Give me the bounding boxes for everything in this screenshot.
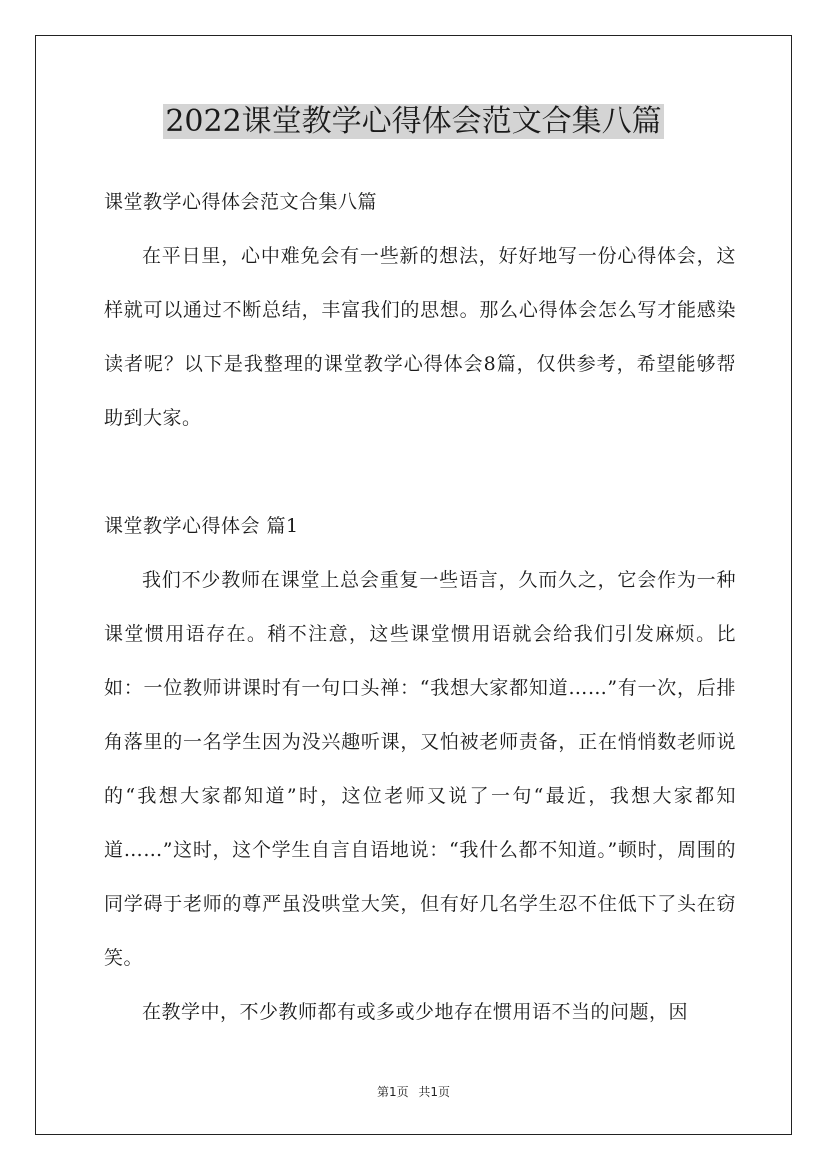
document-title-text: 2022课堂教学心得体会范文合集八篇 bbox=[165, 104, 662, 139]
page-total: 共1页 bbox=[418, 1085, 451, 1099]
document-title bbox=[0, 100, 827, 144]
document-body bbox=[104, 175, 736, 1039]
page-number: 第1页 bbox=[376, 1085, 409, 1099]
body-paragraph-1: 我们不少教师在课堂上总会重复一些语言，久而久之，它会作为一种课堂惯用语存在。稍不注意，这些课堂惯用语就会给我们引发麻烦。比如：一位教师讲课时有一句口头禅：“我想大家都知道……”有一次，后排角落里的一名学生因为没兴趣听课，又怕被老师责备，正在悄悄数老师说的“我想大家都知道”时，这位老师又说了一句“最近，我想大家都知道……”这时，这个学生自言自语地说：“我什么都不知道。”顿时，周围的同学碍于老师的尊严虽没哄堂大笑，但有好几名学生忍不住低下了头在窃笑。 bbox=[104, 569, 736, 969]
intro-paragraph: 在平日里，心中难免会有一些新的想法，好好地写一份心得体会，这样就可以通过不断总结，丰富我们的思想。那么心得体会怎么写才能感染读者呢？以下是我整理的课堂教学心得体会8篇，仅供参考，希望能够帮助到大家。 bbox=[104, 245, 736, 429]
body-paragraph-2: 在教学中，不少教师都有或多或少地存在惯用语不当的问题，因 bbox=[142, 1001, 689, 1023]
page-footer bbox=[0, 1083, 827, 1100]
section-heading: 课堂教学心得体会 篇1 bbox=[104, 515, 299, 537]
document-subtitle: 课堂教学心得体会范文合集八篇 bbox=[104, 191, 378, 213]
